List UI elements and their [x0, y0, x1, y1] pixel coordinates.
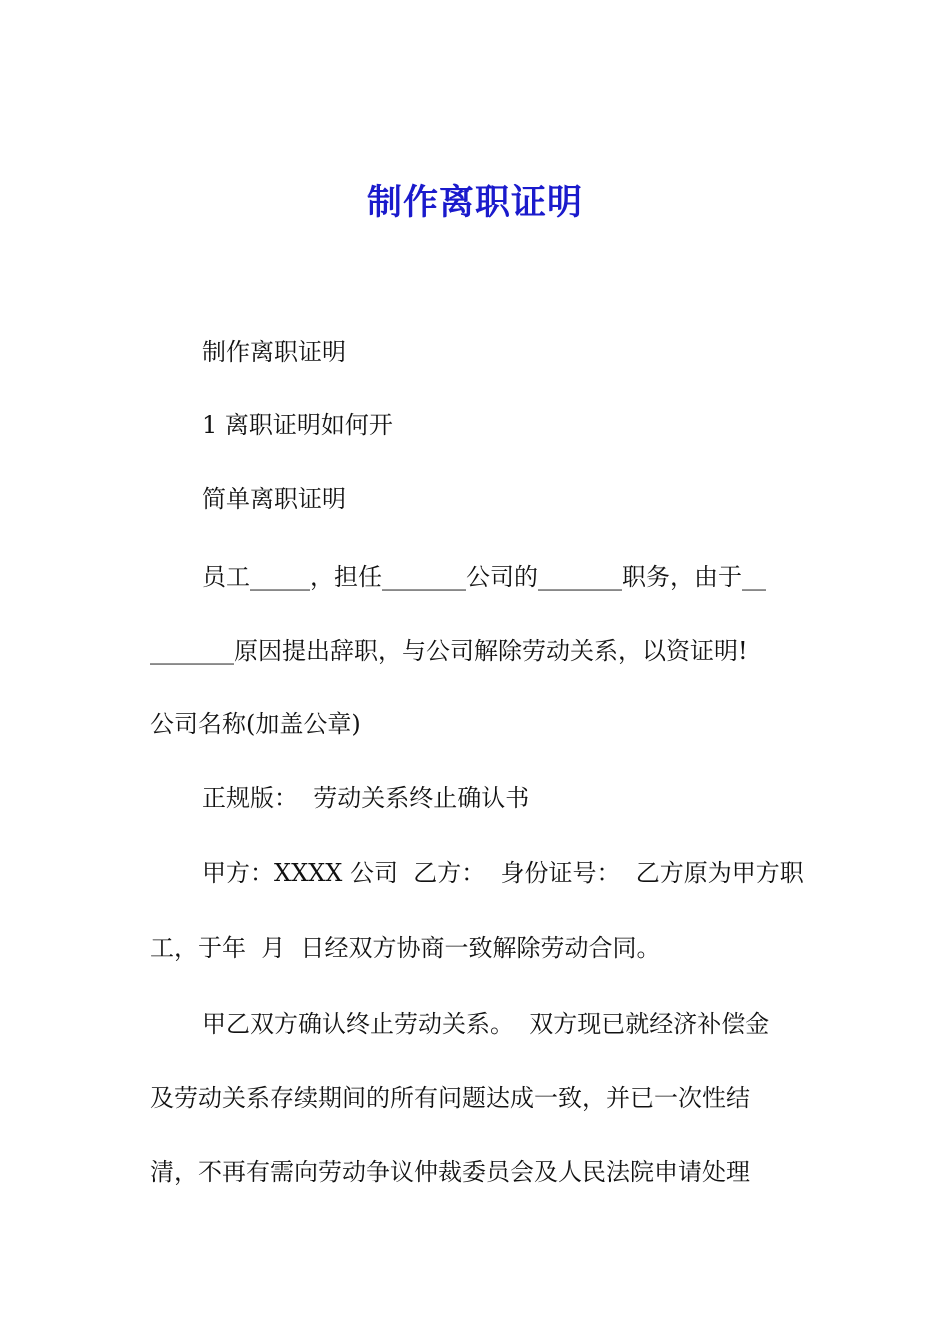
paragraph-line: 制作离职证明	[202, 338, 346, 366]
paragraph-line: 甲方：XXXX 公司 乙方： 身份证号： 乙方原为甲方职	[202, 859, 804, 887]
paragraph-line: 清，不再有需向劳动争议仲裁委员会及人民法院申请处理	[150, 1158, 750, 1186]
paragraph-line: 工，于年 月 日经双方协商一致解除劳动合同。	[150, 934, 661, 962]
paragraph-line: 正规版： 劳动关系终止确认书	[202, 784, 530, 812]
paragraph-line: 及劳动关系存续期间的所有问题达成一致，并已一次性结	[150, 1084, 750, 1112]
paragraph-line: 1 离职证明如何开	[202, 411, 393, 439]
paragraph-line: 甲乙双方确认终止劳动关系。 双方现已就经济补偿金	[202, 1010, 770, 1038]
paragraph-line: 公司名称(加盖公章)	[150, 710, 361, 738]
paragraph-line: 员工_____，担任_______公司的_______职务，由于__	[202, 563, 766, 591]
document-title: 制作离职证明	[366, 182, 583, 223]
paragraph-line: 简单离职证明	[202, 485, 346, 513]
paragraph-line: _______原因提出辞职，与公司解除劳动关系，以资证明!	[150, 637, 748, 665]
